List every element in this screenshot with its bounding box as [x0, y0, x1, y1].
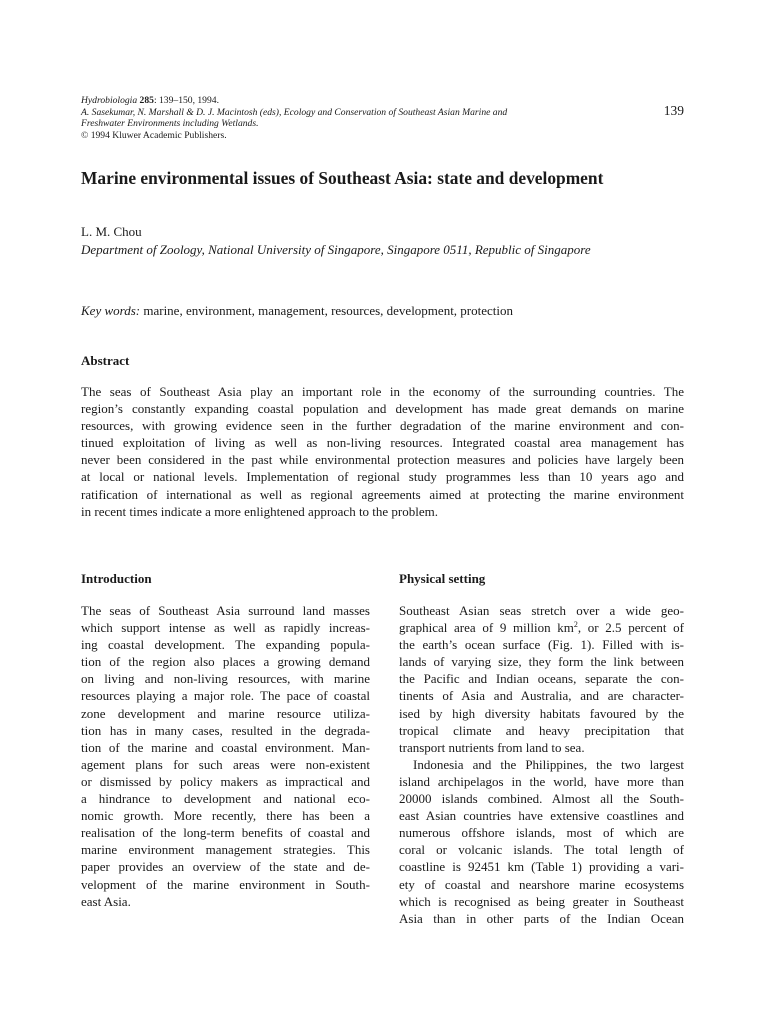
area-text: graphical area of 9 million km	[399, 620, 574, 636]
physical-line: 20000 islands combined. Almost all the South-	[399, 791, 684, 807]
journal-volume: 285	[139, 95, 154, 106]
introduction-body	[81, 602, 370, 910]
intro-line: agement plans for such areas were non-existent	[81, 756, 370, 772]
keywords-list: marine, environment, management, resources, development, protection	[140, 303, 514, 318]
intro-line: resources playing a major role. The pace of coastal	[81, 688, 370, 704]
citation-line	[81, 95, 601, 107]
intro-line: east Asia.	[81, 893, 131, 909]
journal-pages-year: : 139–150, 1994.	[153, 95, 219, 106]
physical-setting-heading: Physical setting	[399, 571, 486, 586]
intro-line: zone development and marine resource utiliza-	[81, 705, 370, 721]
keywords-label: Key words:	[81, 303, 141, 318]
physical-line: east Asian countries have extensive coastlines and	[399, 808, 684, 824]
journal-citation-header	[81, 95, 601, 141]
physical-line: Asia than in other parts of the Indian Ocean	[399, 910, 684, 926]
physical-line: tinents of Asia and Australia, and are character-	[399, 688, 684, 704]
physical-line: island archipelagos in the world, have more than	[399, 773, 684, 789]
introduction-heading: Introduction	[81, 571, 152, 586]
physical-line: coral or volcanic islands. The total length of	[399, 842, 684, 858]
intro-line: realisation of the long-term benefits of coastal and	[81, 825, 370, 841]
physical-line: ety of coastal and nearshore marine ecosystems	[399, 876, 684, 892]
physical-line: which is recognised as being greater in Southeast	[399, 893, 684, 909]
book-title-line: Freshwater Environments including Wetlands.	[81, 118, 259, 130]
abstract-line: resources, with growing evidence seen in the further degradation of the marine environment and con-	[81, 418, 684, 434]
intro-line: velopment of the marine environment in South-	[81, 876, 370, 892]
superscript-two: 2	[573, 620, 578, 630]
physical-line: the Pacific and Indian oceans, separate the con-	[399, 671, 684, 687]
abstract-body	[81, 383, 684, 520]
abstract-line: at local or national levels. Implementation of regional study programmes less than 10 years ago and	[81, 469, 684, 485]
copyright-symbol: ©	[81, 129, 89, 141]
physical-line: lands of varying size, they form the link between	[399, 654, 684, 670]
intro-line: tion of the marine and coastal environment. Man-	[81, 739, 370, 755]
intro-line: or dismissed by policy makers as impractical and	[81, 773, 370, 789]
physical-line: ised by high diversity habitats favoured by the	[399, 705, 684, 721]
area-percent-text: , or 2.5 percent of	[577, 620, 684, 636]
intro-line: ing coastal development. The expanding popula-	[81, 637, 370, 653]
abstract-line: in recent times indicate a more enlightened approach to the problem.	[81, 503, 439, 519]
physical-line: the earth’s ocean surface (Fig. 1). Filled with is-	[399, 637, 684, 653]
physical-setting-body	[399, 602, 684, 927]
intro-line: paper provides an overview of the state and de-	[81, 859, 370, 875]
intro-line: The seas of Southeast Asia surround land masses	[81, 603, 370, 618]
physical-line: transport nutrients from land to sea.	[399, 739, 585, 755]
abstract-line: region’s constantly expanding coastal population and development has made great demands on marine	[81, 401, 684, 417]
physical-line: Southeast Asian seas stretch over a wide geo-	[399, 603, 684, 618]
copyright-text: 1994 Kluwer Academic Publishers.	[90, 129, 227, 141]
author-affiliation: Department of Zoology, National University of Singapore, Singapore 0511, Republic of Singapore	[81, 242, 591, 257]
abstract-line: never been considered in the past while environmental protection measures and policies have largely been	[81, 452, 684, 468]
keywords	[81, 302, 691, 319]
physical-line: numerous offshore islands, most of which are	[399, 825, 684, 841]
intro-line: which support intense as well as rapidly increas-	[81, 620, 370, 636]
intro-line: nomic growth. More recently, there has been a	[81, 808, 370, 824]
copyright-line	[81, 130, 601, 142]
intro-line: marine environment management strategies. This	[81, 842, 370, 858]
abstract-line: tinued exploitation of living as well as non-living resources. Integrated coastal area management has	[81, 435, 684, 451]
journal-name: Hydrobiologia	[81, 95, 138, 106]
author-name: L. M. Chou	[81, 224, 142, 239]
abstract-line: The seas of Southeast Asia play an important role in the economy of the surrounding countries. The	[81, 384, 684, 399]
intro-line: on living and non-living resources, with marine	[81, 671, 370, 687]
page-number: 139	[663, 103, 684, 118]
article-title: Marine environmental issues of Southeast Asia: state and development	[81, 168, 604, 188]
abstract-heading: Abstract	[81, 353, 130, 368]
physical-line: coastline is 92451 km (Table 1) providing a vari-	[399, 859, 684, 875]
intro-line: a hindrance to development and national eco-	[81, 791, 370, 807]
intro-line: tion has in many cases, resulted in the degrada-	[81, 722, 370, 738]
editors-line: A. Sasekumar, N. Marshall & D. J. Macintosh (eds), Ecology and Conservation of Southeast Asian Marine and	[81, 106, 508, 118]
physical-line	[399, 619, 684, 636]
abstract-line: ratification of international as well as regional agreements aimed at protecting the marine environment	[81, 486, 684, 502]
physical-line: Indonesia and the Philippines, the two largest	[413, 756, 684, 772]
intro-line: tion of the region also places a growing demand	[81, 654, 370, 670]
physical-line: tropical climate and heavy precipitation that	[399, 722, 684, 738]
